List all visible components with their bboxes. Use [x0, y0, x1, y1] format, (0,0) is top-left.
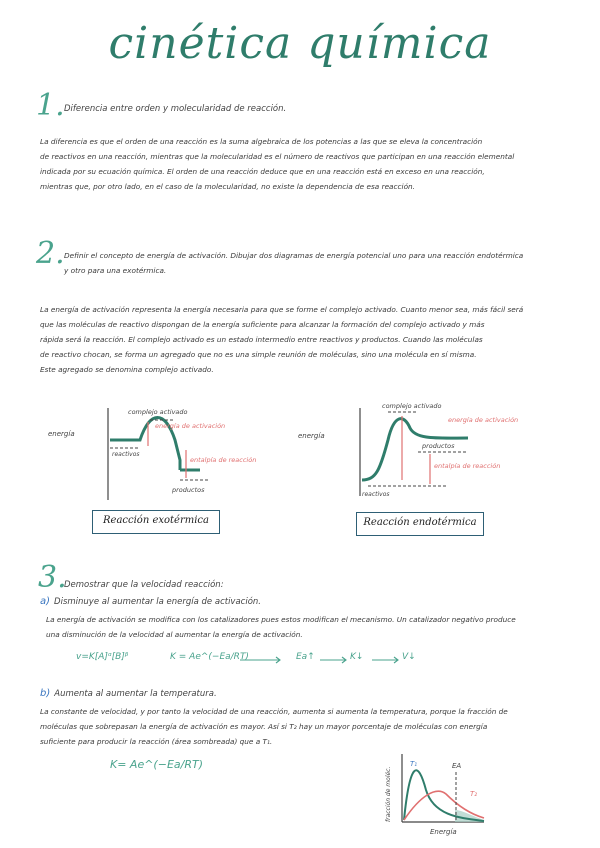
chain-k: K↓ [350, 652, 364, 662]
t2-label: T₂ [470, 790, 478, 798]
products-label: productos [422, 442, 455, 450]
distribution-graph [380, 750, 490, 840]
section-2-line: La energía de activación representa la energía necesaria para que se forme el complejo activado. Cuanto menor sea, más fácil será [40, 305, 524, 314]
section-2-line: de reactivo chocan, se forma un agregado que no es una simple reunión de moléculas, sino una molécula en sí misma. [40, 350, 477, 359]
section-1-line: La diferencia es que el orden de una reacción es la suma algebraica de los potencias a las que se eleva la concentración [40, 137, 483, 146]
arrhenius-formula-b: K= Ae^(−Ea/RT) [110, 758, 203, 771]
chain-ea: Ea↑ [296, 652, 315, 662]
enthalpy-label: entalpía de reacción [434, 462, 501, 470]
reactants-label: reactivos [112, 451, 140, 458]
section-3b-line: moléculas que sobrepasan la energía de activación es mayor. Así si T₂ hay un mayor porcentaje de moléculas con energía [40, 722, 488, 731]
x-label: Energía [430, 828, 457, 836]
ea-label: EA [452, 762, 462, 770]
section-2-line: rápida será la reacción. El complejo activado es un estado intermedio entre reactivos y productos. Cuando las moléculas [40, 335, 483, 344]
t1-label: T₁ [410, 760, 418, 768]
section-2-line: Este agregado se denomina complejo activado. [40, 365, 214, 374]
chain-v: V↓ [402, 652, 416, 662]
complex-label: complejo activado [382, 402, 442, 410]
arrow-icon [372, 657, 398, 663]
section-2-heading-line: y otro para una exotérmica. [64, 266, 167, 275]
section-3a-title: Disminuye al aumentar la energía de activación. [54, 597, 261, 607]
section-3b-letter: b) [40, 688, 51, 699]
chain-arrows [240, 654, 420, 666]
section-3a-text [46, 612, 516, 642]
page-title: cinética química [108, 18, 492, 69]
section-1-line: indicada por su ecuación química. El orden de una reacción deduce que en una reacción está en exceso en una reacción, [40, 167, 485, 176]
ea-label: energía de activación [448, 416, 519, 424]
y-label: fracción de moléc. [385, 766, 392, 822]
ea-label: energía de activación [155, 422, 226, 430]
y-label: energía [298, 432, 325, 440]
section-2-heading-line: Definir el concepto de energía de activación. Dibujar dos diagramas de energía potencial uno para una reacción endotérmica [64, 251, 524, 260]
complex-label: complejo activado [128, 408, 188, 416]
section-3-heading: Demostrar que la velocidad reacción: [64, 580, 224, 590]
section-2-text [40, 302, 523, 377]
section-3b-line: suficiente para producir la reacción (área sombreada) que a T₁. [40, 737, 273, 746]
section-3b-text [40, 704, 508, 749]
section-3b-title: Aumenta al aumentar la temperatura. [54, 689, 217, 699]
section-1-heading: Diferencia entre orden y molecularidad de reacción. [64, 104, 287, 114]
section-2-number: 2. [36, 236, 65, 271]
section-1-line: mientras que, por otro lado, en el caso de la molecularidad, no existe la dependencia de esa reacción. [40, 182, 415, 191]
section-1-text [40, 134, 514, 194]
section-3b-line: La constante de velocidad, y por tanto la velocidad de una reacción, aumenta si aumenta la temperatura, porque la fracción de [40, 707, 508, 716]
section-2-heading [64, 248, 523, 278]
arrow-icon [240, 657, 280, 663]
endothermic-caption: Reacción endotérmica [356, 512, 484, 536]
section-1-number: 1. [36, 88, 65, 123]
section-3a-letter: a) [40, 596, 51, 607]
section-3b-heading [40, 688, 217, 699]
arrow-icon [320, 657, 346, 663]
arrhenius-formula-a: K = Ae^(−Ea/RT) [170, 652, 249, 662]
exothermic-caption: Reacción exotérmica [92, 510, 220, 534]
y-label: energía [48, 430, 75, 438]
enthalpy-label: entalpía de reacción [190, 456, 257, 464]
rate-law-formula: v=K[A]ᵅ[B]ᵝ [76, 652, 129, 662]
section-3a-heading [40, 596, 261, 607]
endothermic-diagram [298, 400, 548, 510]
products-label: productos [172, 486, 205, 494]
exothermic-diagram [40, 400, 280, 510]
section-3-number: 3. [38, 560, 67, 595]
section-2-line: que las moléculas de reactivo dispongan de la energía suficiente para alcanzar la formación del complejo activado y más [40, 320, 485, 329]
section-3a-line: una disminución de la velocidad al aumentar la energía de activación. [46, 630, 303, 639]
section-1-line: de reactivos en una reacción, mientras que la molecularidad es el número de reactivos que participan en una reacción elemental [40, 152, 515, 161]
section-3a-line: La energía de activación se modifica con los catalizadores pues estos modifican el mecanismo. Un catalizador negativo produce [46, 615, 516, 624]
reactants-label: reactivos [362, 491, 390, 498]
